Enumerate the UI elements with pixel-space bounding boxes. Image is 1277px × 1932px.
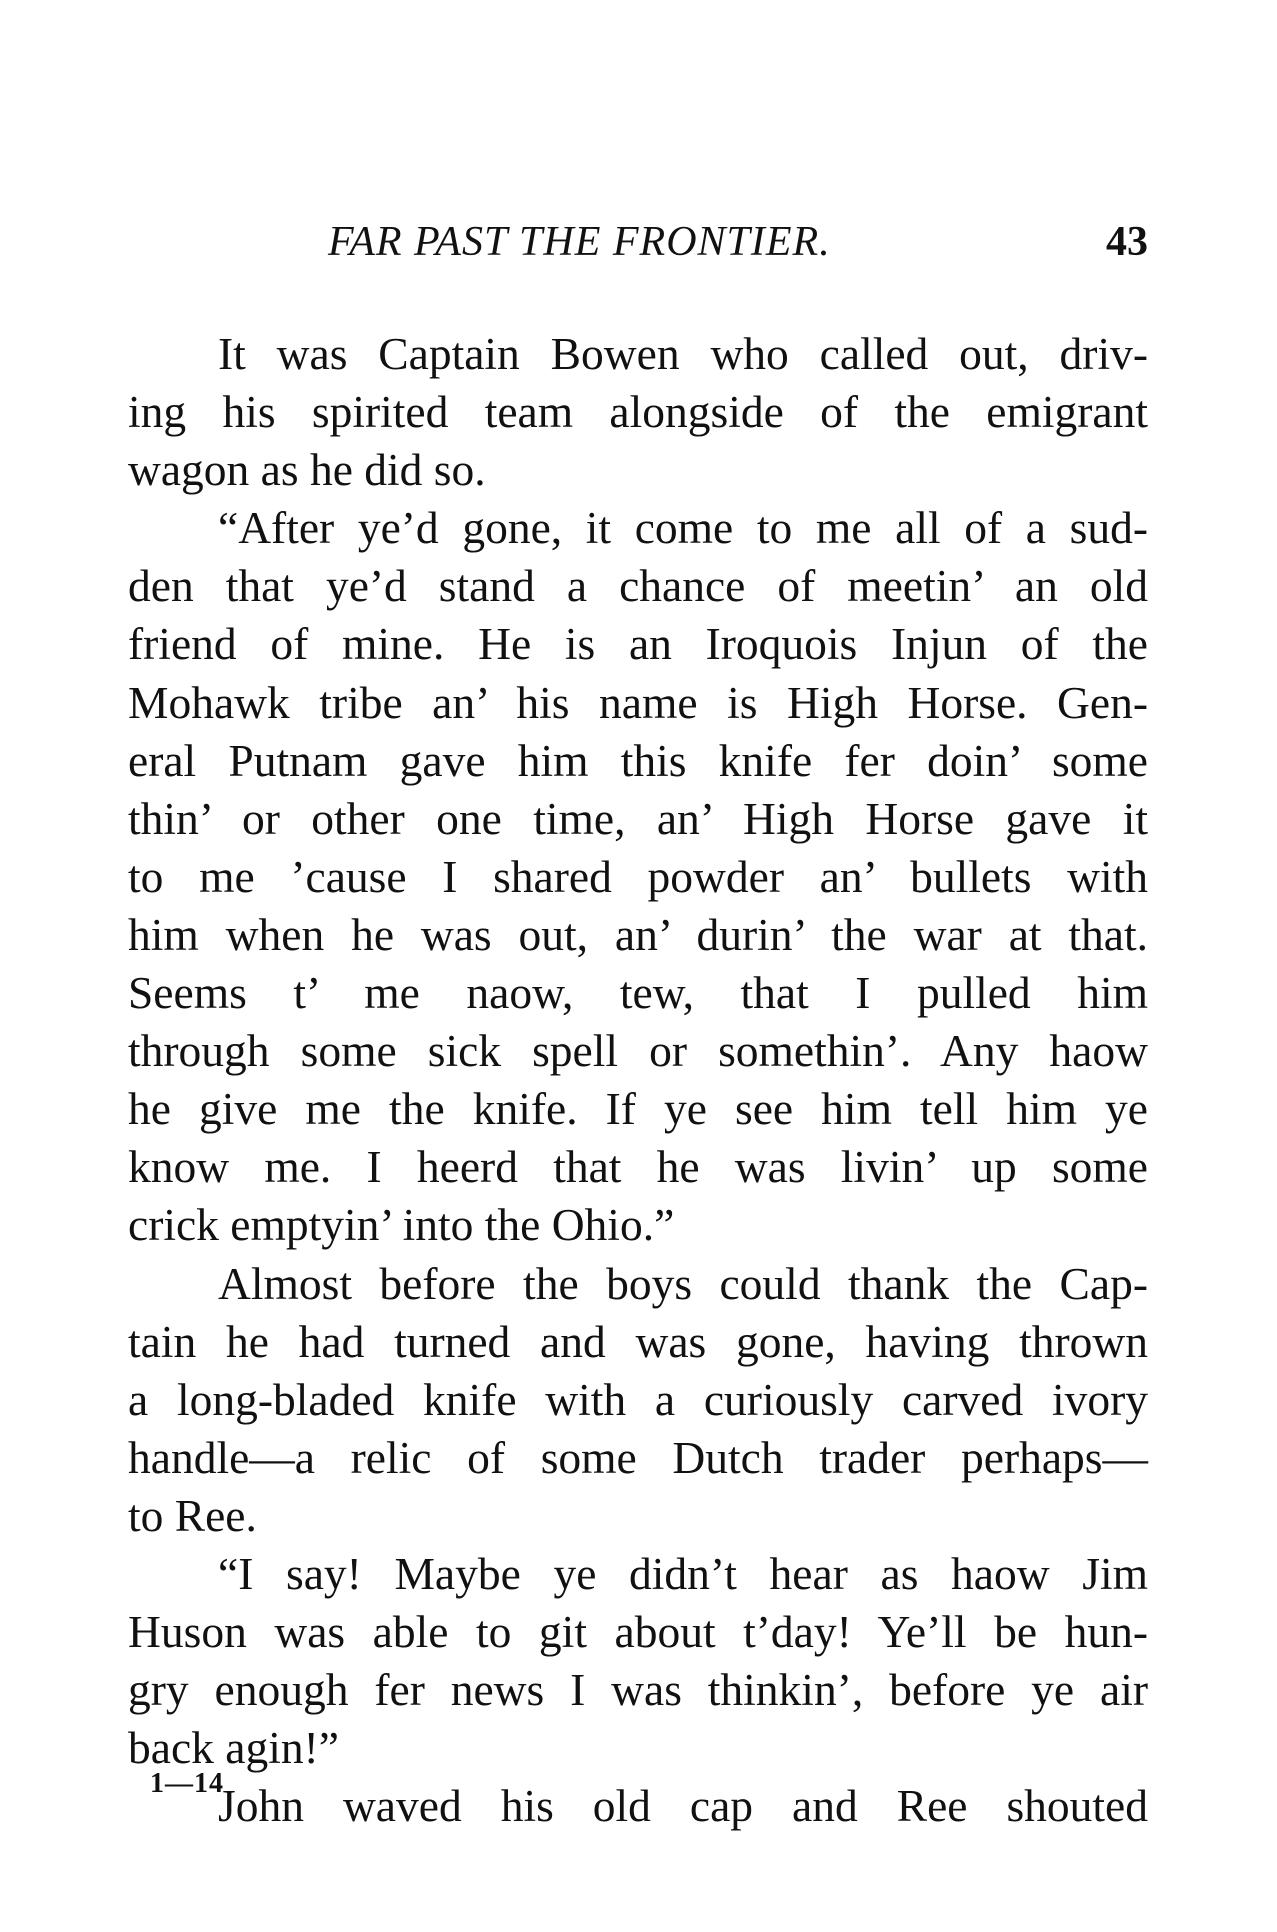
text-line: Huson was able to git about t’day! Ye’ll be hun-: [128, 1606, 1148, 1658]
running-head: [128, 212, 1148, 272]
text-line: to me ’cause I shared powder an’ bullets with: [128, 850, 1148, 902]
text-line: “I say! Maybe ye didn’t hear as haow Jim: [218, 1547, 1148, 1599]
text-line: back agin!”: [128, 1722, 339, 1774]
text-line: friend of mine. He is an Iroquois Injun of the: [128, 618, 1148, 670]
text-line: tain he had turned and was gone, having thrown: [128, 1315, 1148, 1367]
text-line: eral Putnam gave him this knife fer doin’ some: [128, 734, 1148, 786]
text-line: through some sick spell or somethin’. Any haow: [128, 1025, 1148, 1077]
text-line: he give me the knife. If ye see him tell him ye: [128, 1083, 1148, 1135]
text-line: a long-bladed knife with a curiously carved ivory: [128, 1373, 1148, 1425]
text-line: handle—a relic of some Dutch trader perhaps—: [128, 1431, 1148, 1483]
text-line: crick emptyin’ into the Ohio.”: [128, 1199, 675, 1251]
text-line: thin’ or other one time, an’ High Horse gave it: [128, 792, 1148, 844]
text-line: ing his spirited team alongside of the emigrant: [128, 386, 1148, 438]
body-text: [128, 325, 1148, 1835]
text-line: Seems t’ me naow, tew, that I pulled him: [128, 967, 1148, 1019]
text-line: den that ye’d stand a chance of meetin’ an old: [128, 560, 1148, 612]
text-line: Almost before the boys could thank the Cap-: [218, 1257, 1148, 1309]
text-line: It was Captain Bowen who called out, driv-: [218, 328, 1148, 379]
signature-mark: 1—14: [150, 1768, 224, 1799]
text-line: wagon as he did so.: [128, 444, 486, 496]
text-line: John waved his old cap and Ree shouted: [218, 1780, 1148, 1832]
text-line: know me. I heerd that he was livin’ up some: [128, 1141, 1148, 1193]
text-line: Mohawk tribe an’ his name is High Horse. Gen-: [128, 676, 1148, 728]
text-line: him when he was out, an’ durin’ the war at that.: [128, 908, 1148, 960]
text-line: to Ree.: [128, 1489, 257, 1541]
text-line: “After ye’d gone, it come to me all of a sud-: [218, 502, 1148, 554]
running-title: FAR PAST THE FRONTIER.: [328, 219, 831, 265]
text-line: gry enough fer news I was thinkin’, before ye air: [128, 1664, 1148, 1716]
page-number: 43: [1106, 219, 1148, 265]
